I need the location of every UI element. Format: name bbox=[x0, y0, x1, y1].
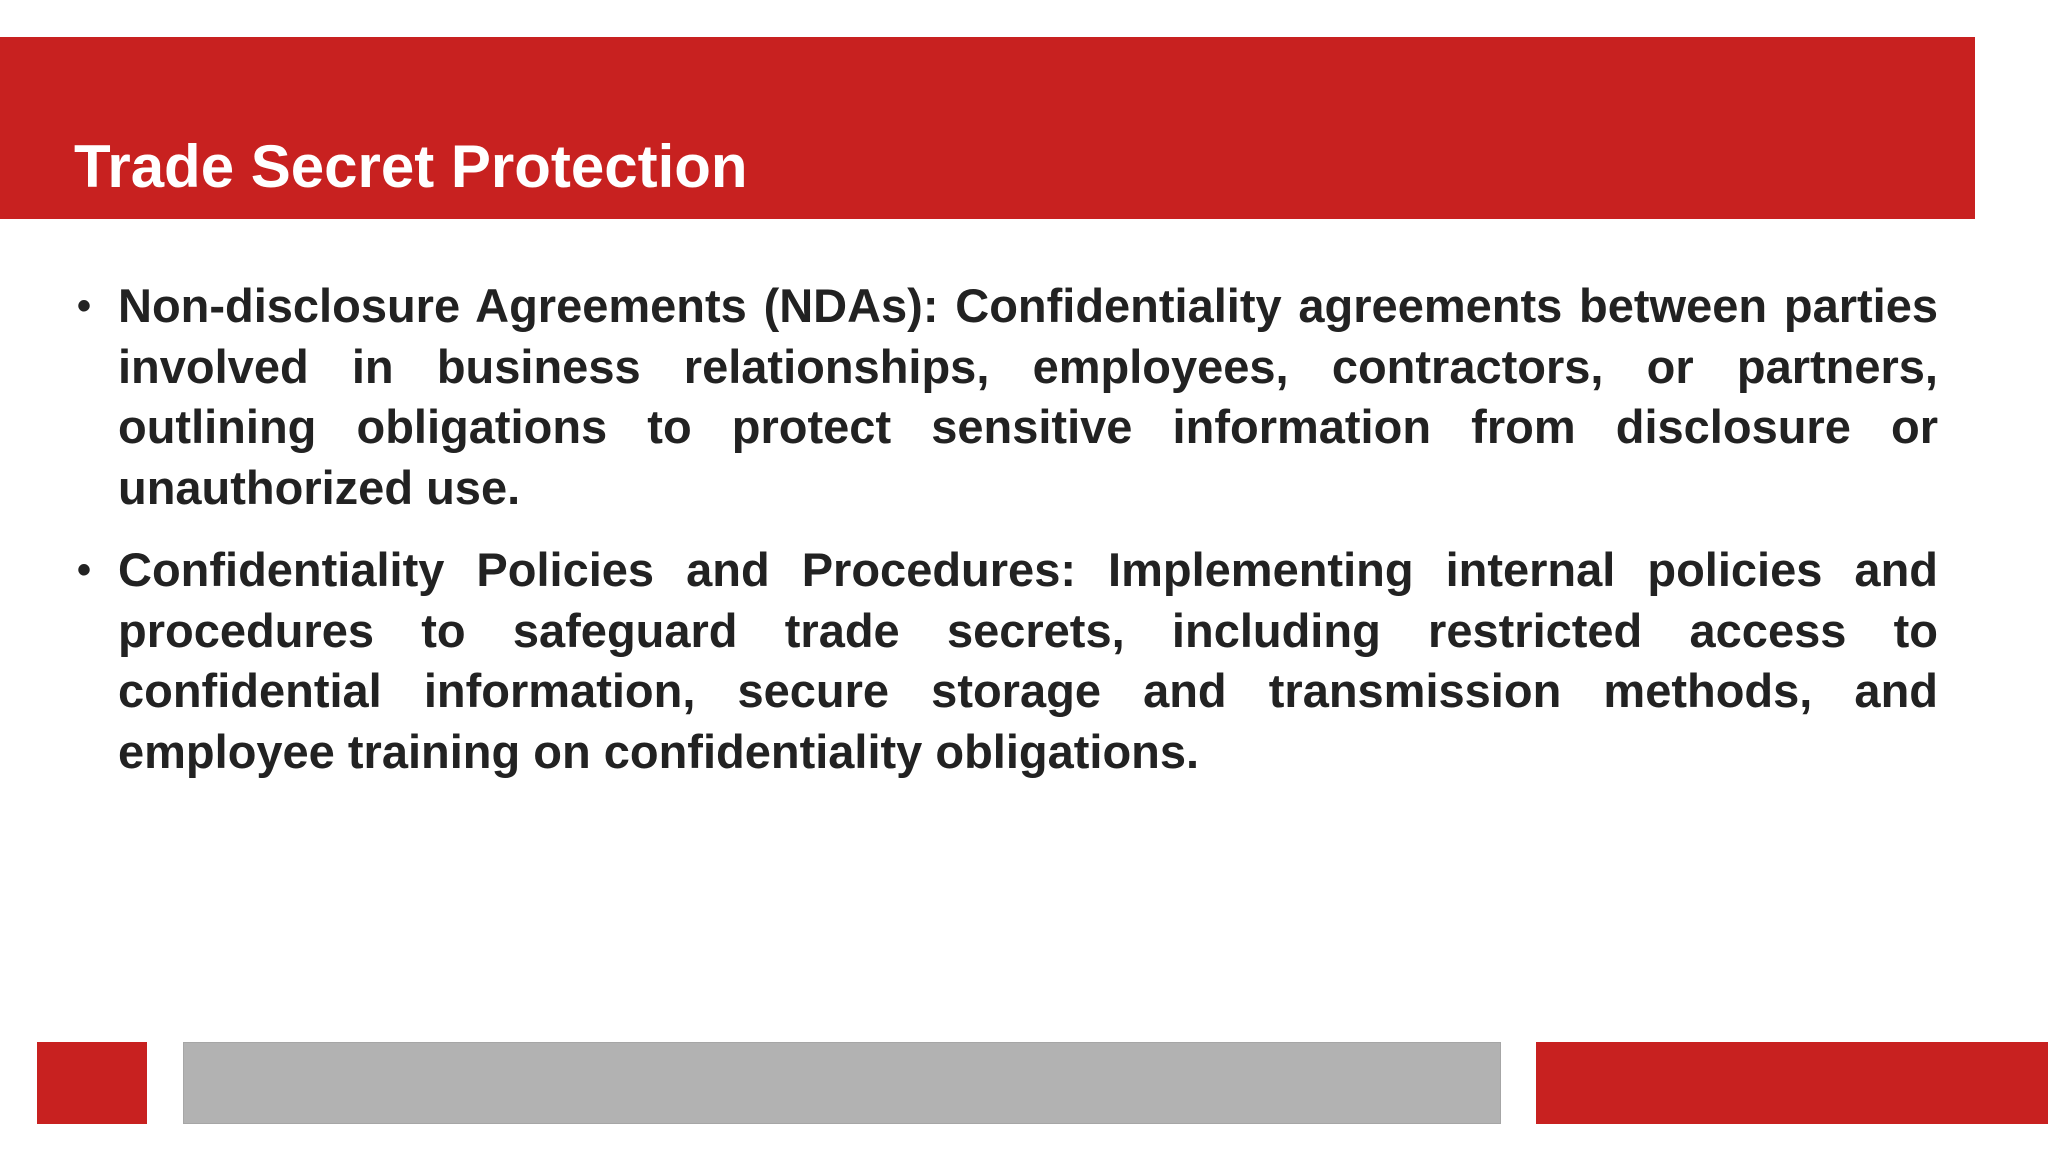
slide-title: Trade Secret Protection bbox=[74, 133, 748, 200]
bullet-dot-icon: • bbox=[77, 284, 92, 328]
footer-left-accent bbox=[37, 1042, 147, 1124]
bullet-list bbox=[77, 276, 1938, 804]
bullet-item-confidentiality-policies bbox=[77, 540, 1938, 782]
bullet-item-ndas bbox=[77, 276, 1938, 518]
bullet-dot-icon: • bbox=[77, 548, 92, 592]
footer-center-bar bbox=[183, 1042, 1501, 1124]
bullet-text: Non-disclosure Agreements (NDAs): Confidentiality agreements between parties involved in business relationships, employees, contractors, or partners, outlining obligations to protect sensitive information from disclosure or unauthorized use. bbox=[118, 279, 1938, 514]
footer-right-accent bbox=[1536, 1042, 2048, 1124]
bullet-text: Confidentiality Policies and Procedures: Implementing internal policies and procedures to safeguard trade secrets, including restricted access to confidential information, secure storage and transmission methods, and employee training on confidentiality obligations. bbox=[118, 543, 1938, 778]
